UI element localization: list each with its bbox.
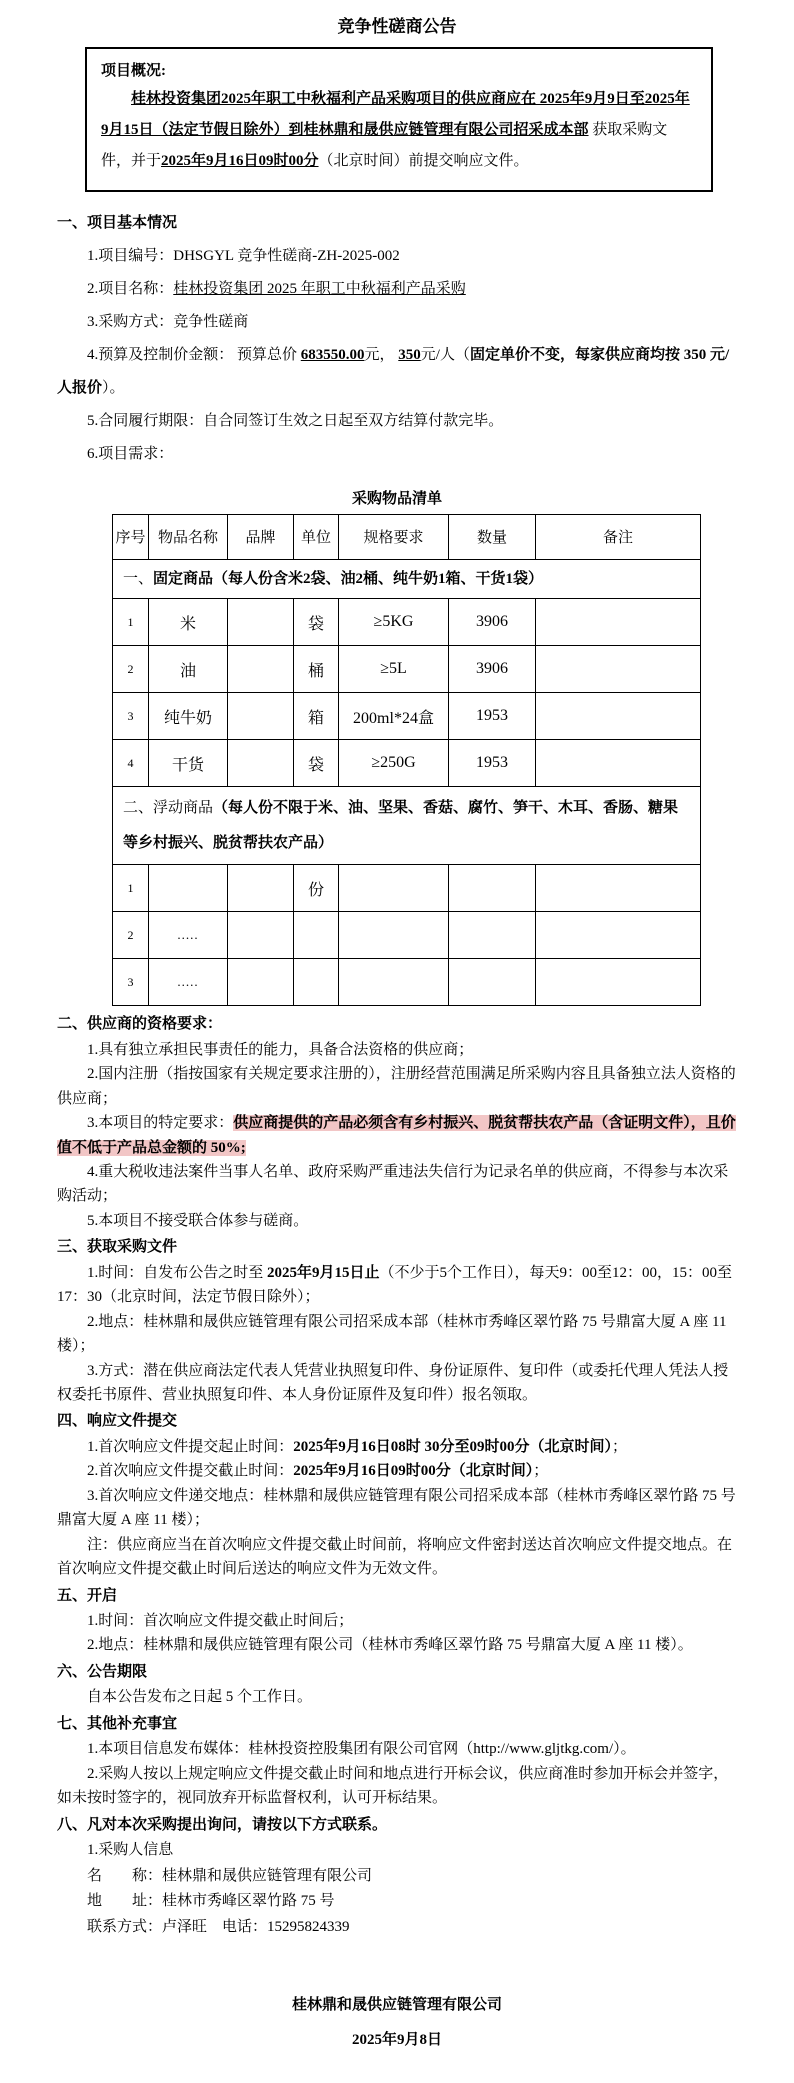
section6-heading: 六、公告期限 <box>57 1663 148 1680</box>
budget-line <box>57 339 737 405</box>
table-row <box>113 865 701 912</box>
col-header-unit: 单位 <box>294 514 339 559</box>
submit-deadline-time: 2025年9月16日09时00分（北京时间） <box>293 1463 534 1480</box>
cell-unit <box>294 912 339 959</box>
cell-spec <box>339 959 449 1006</box>
group1-label-bold: 固定商品（每人份含米2袋、油2桶、纯牛奶1箱、干货1袋） <box>153 570 544 587</box>
cell-brand <box>228 599 294 646</box>
budget-end: ）。 <box>102 379 125 396</box>
project-demand-label: 6.项目需求： <box>87 445 174 462</box>
overview-plain-text-2: （北京时间）前提交响应文件。 <box>318 152 529 169</box>
cell-quantity: 1953 <box>449 693 536 740</box>
cell-remark <box>536 740 701 787</box>
qualification-special-requirement <box>57 1111 737 1160</box>
project-name-value: 桂林投资集团 2025 年职工中秋福利产品采购 <box>173 280 466 297</box>
cell-unit: 箱 <box>294 693 339 740</box>
response-submit-start <box>57 1435 737 1459</box>
group1-label-prefix: 一、 <box>123 570 154 587</box>
section3-heading: 三、获取采购文件 <box>57 1239 178 1256</box>
cell-brand <box>228 912 294 959</box>
qualification-item: 5.本项目不接受联合体参与磋商。 <box>87 1212 309 1229</box>
project-name-label: 2.项目名称： <box>87 280 174 297</box>
cell-brand <box>228 865 294 912</box>
table-title: 采购物品清单 <box>351 490 442 507</box>
signature-date: 2025年9月8日 <box>351 2032 442 2049</box>
group2-label-prefix: 二、浮动商品 <box>123 800 214 817</box>
cell-spec <box>339 865 449 912</box>
table-row <box>113 599 701 646</box>
cell-item-name: ..... <box>149 912 228 959</box>
table-header-row <box>113 514 701 559</box>
cell-item-name: 纯牛奶 <box>149 693 228 740</box>
cell-item-name: ..... <box>149 959 228 1006</box>
overview-label: 项目概况: <box>101 63 166 79</box>
group1-header-row <box>113 559 701 599</box>
opening-place: 2.地点：桂林鼎和晟供应链管理有限公司（桂林市秀峰区翠竹路 75 号鼎富大厦 A 座 11 楼）。 <box>87 1637 693 1654</box>
group2-label-bold: （每人份不限于米、油、坚果、香菇、腐竹、笋干、木耳、香肠、糖果等乡村振兴、脱贫帮扶农产品） <box>123 800 679 851</box>
cell-quantity: 3906 <box>449 599 536 646</box>
budget-fixed-note: 固定单价不变，每家供应商均按 350 元/人报价 <box>57 346 730 396</box>
cell-index: 2 <box>113 912 149 959</box>
budget-per-person-value: 350 <box>398 346 421 363</box>
group2-label <box>113 787 701 865</box>
cell-brand <box>228 693 294 740</box>
cell-remark <box>536 959 701 1006</box>
cell-brand <box>228 959 294 1006</box>
budget-total-value: 683550.00 <box>300 346 365 363</box>
publish-media: 1.本项目信息发布媒体：桂林投资控股集团有限公司官网（http://www.gljtkg.com/）。 <box>87 1741 636 1758</box>
project-overview-box <box>85 47 713 192</box>
page-title: 竞争性磋商公告 <box>337 17 457 36</box>
purchaser-address: 地 址：桂林市秀峰区翠竹路 75 号 <box>87 1893 335 1910</box>
cell-remark <box>536 646 701 693</box>
cell-brand <box>228 740 294 787</box>
qualification-item: 1.具有独立承担民事责任的能力，具备合法资格的供应商； <box>87 1041 474 1058</box>
obtain-deadline-date: 2025年9月15日止 <box>267 1264 380 1281</box>
group1-label <box>113 559 701 599</box>
project-number: 1.项目编号：DHSGYL 竞争性磋商-ZH-2025-002 <box>87 247 400 264</box>
procurement-method: 3.采购方式：竞争性磋商 <box>87 313 249 330</box>
cell-spec: 200ml*24盒 <box>339 693 449 740</box>
cell-spec: ≥5KG <box>339 599 449 646</box>
section4-heading: 四、响应文件提交 <box>57 1413 178 1430</box>
response-submit-note: 注：供应商应当在首次响应文件提交截止时间前，将响应文件密封送达首次响应文件提交地点。在首次响应文件提交截止时间后送达的响应文件为无效文件。 <box>57 1536 733 1578</box>
overview-paragraph <box>101 84 697 176</box>
qualification-item: 2.国内注册（指按国家有关规定要求注册的），注册经营范围满足所采购内容且具备独立法人资格的供应商； <box>57 1066 736 1107</box>
purchaser-name: 名 称：桂林鼎和晟供应链管理有限公司 <box>87 1867 373 1884</box>
cell-remark <box>536 865 701 912</box>
section1-heading: 一、项目基本情况 <box>57 215 178 232</box>
col-header-remark: 备注 <box>536 514 701 559</box>
overview-underlined-text-1: 桂林投资集团2025年职工中秋福利产品采购项目的供应商应在 2025年9月9日至2025年9月15日（法定节假日除外）到桂林鼎和晟供应链管理有限公司招采成本部 <box>101 91 690 138</box>
cell-quantity <box>449 959 536 1006</box>
submit-start-time: 2025年9月16日08时 30分至09时00分（北京时间） <box>293 1438 613 1455</box>
col-header-brand: 品牌 <box>228 514 294 559</box>
project-name <box>57 273 737 306</box>
overview-plain-text-1: 获取采购文件，并于 <box>101 121 668 169</box>
table-row <box>113 912 701 959</box>
purchaser-info-label: 1.采购人信息 <box>87 1842 174 1859</box>
cell-item-name <box>149 865 228 912</box>
cell-unit: 份 <box>294 865 339 912</box>
obtain-time-detail: （不少于5个工作日），每天9：00至12：00，15：00至17：30（北京时间，法定节假日除外）； <box>57 1264 733 1306</box>
cell-quantity: 3906 <box>449 646 536 693</box>
cell-spec <box>339 912 449 959</box>
col-header-item-name: 物品名称 <box>149 514 228 559</box>
obtain-time-label: 1.时间：自发布公告之时至 <box>87 1264 268 1281</box>
cell-unit: 袋 <box>294 740 339 787</box>
section5-heading: 五、开启 <box>57 1587 118 1604</box>
special-requirement-label: 3.本项目的特定要求： <box>87 1115 234 1132</box>
cell-item-name: 米 <box>149 599 228 646</box>
procurement-items-table <box>112 514 701 1007</box>
submit-start-label: 1.首次响应文件提交起止时间： <box>87 1438 294 1455</box>
cell-index: 1 <box>113 865 149 912</box>
cell-index: 1 <box>113 599 149 646</box>
cell-index: 3 <box>113 959 149 1006</box>
cell-unit: 桶 <box>294 646 339 693</box>
submit-start-end: ； <box>612 1438 628 1455</box>
submit-deadline-end: ； <box>533 1463 549 1480</box>
document-obtain-place: 2.地点：桂林鼎和晟供应链管理有限公司招采成本部（桂林市秀峰区翠竹路 75 号鼎富大厦 A 座 11 楼）； <box>57 1313 727 1355</box>
cell-brand <box>228 646 294 693</box>
cell-unit: 袋 <box>294 599 339 646</box>
overview-underlined-text-2: 2025年9月16日09时00分 <box>161 152 319 169</box>
col-header-index: 序号 <box>113 514 149 559</box>
opening-time: 1.时间：首次响应文件提交截止时间后； <box>87 1613 354 1629</box>
cell-index: 2 <box>113 646 149 693</box>
purchaser-contact: 联系方式：卢泽旺 电话：15295824339 <box>87 1918 350 1935</box>
cell-unit <box>294 959 339 1006</box>
cell-index: 3 <box>113 693 149 740</box>
response-submit-place: 3.首次响应文件递交地点：桂林鼎和晟供应链管理有限公司招采成本部（桂林市秀峰区翠竹路 75 号鼎富大厦 A 座 11 楼）； <box>57 1487 736 1529</box>
cell-remark <box>536 599 701 646</box>
announcement-period: 自本公告发布之日起 5 个工作日。 <box>87 1689 313 1706</box>
cell-index: 4 <box>113 740 149 787</box>
cell-quantity <box>449 865 536 912</box>
signature-block <box>57 1988 737 2059</box>
table-row <box>113 646 701 693</box>
table-row <box>113 693 701 740</box>
qualification-item: 4.重大税收违法案件当事人名单、政府采购严重违法失信行为记录名单的供应商，不得参与本次采购活动； <box>57 1163 729 1205</box>
budget-unit-label: 元/人（ <box>420 346 470 363</box>
budget-label: 4.预算及控制价金额： 预算总价 <box>87 346 301 363</box>
budget-sep: 元， <box>364 346 399 363</box>
cell-spec: ≥250G <box>339 740 449 787</box>
cell-item-name: 油 <box>149 646 228 693</box>
cell-quantity <box>449 912 536 959</box>
cell-remark <box>536 693 701 740</box>
section8-heading: 八、凡对本次采购提出询问，请按以下方式联系。 <box>57 1816 388 1833</box>
section2-heading: 二、供应商的资格要求： <box>57 1016 223 1033</box>
response-submit-deadline <box>57 1459 737 1483</box>
col-header-spec: 规格要求 <box>339 514 449 559</box>
section7-heading: 七、其他补充事宜 <box>57 1715 178 1732</box>
purchaser-contact-block <box>57 1838 737 1940</box>
document-obtain-time <box>57 1261 737 1310</box>
group2-header-row <box>113 787 701 865</box>
submit-deadline-label: 2.首次响应文件提交截止时间： <box>87 1463 294 1480</box>
special-requirement-highlight: 供应商提供的产品必须含有乡村振兴、脱贫帮扶农产品（含证明文件），且价值不低于产品总金额的 50%; <box>57 1115 736 1156</box>
cell-quantity: 1953 <box>449 740 536 787</box>
signature-company: 桂林鼎和晟供应链管理有限公司 <box>291 1997 502 2014</box>
document-obtain-method: 3.方式：潜在供应商法定代表人凭营业执照复印件、身份证原件、复印件（或委托代理人凭法人授权委托书原件、营业执照复印件、本人身份证原件及复印件）报名领取。 <box>57 1362 729 1403</box>
bid-opening-rule: 2.采购人按以上规定响应文件提交截止时间和地点进行开标会议，供应商准时参加开标会并签字，如未按时签字的，视同放弃开标监督权利，认可开标结果。 <box>57 1765 729 1807</box>
contract-period: 5.合同履行期限：自合同签订生效之日起至双方结算付款完毕。 <box>87 412 504 429</box>
cell-remark <box>536 912 701 959</box>
table-row <box>113 959 701 1006</box>
cell-item-name: 干货 <box>149 740 228 787</box>
table-row <box>113 740 701 787</box>
col-header-quantity: 数量 <box>449 514 536 559</box>
cell-spec: ≥5L <box>339 646 449 693</box>
